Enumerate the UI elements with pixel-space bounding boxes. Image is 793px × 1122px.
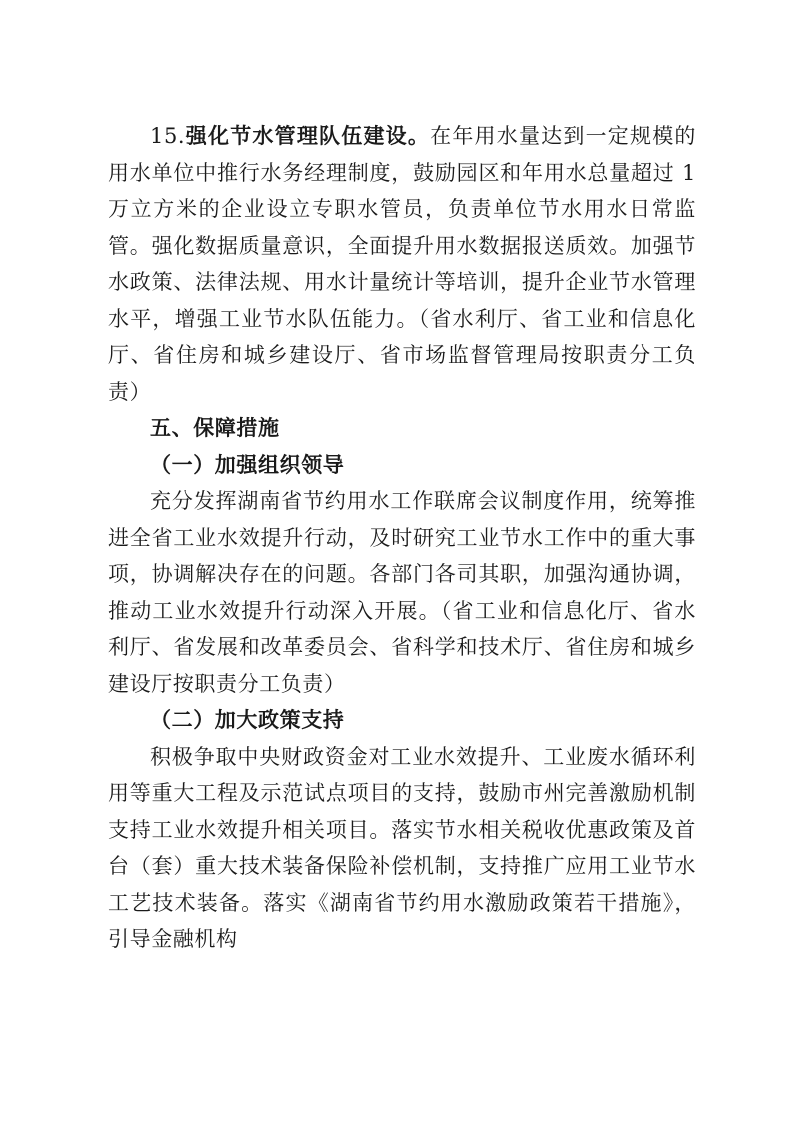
section-5-heading: 五、保障措施 [150, 415, 280, 440]
subsection-2-heading: （二）加大政策支持 [150, 707, 345, 732]
section-15-body: 在年用水量达到一定规模的用水单位中推行水务经理制度，鼓励园区和年用水总量超过 1 万立方米的企业设立专职水管员，负责单位节水用水日常监管。强化数据质量意识，全面提升用水数据报送质效。加强节水政策、法律法规、用水计量统计等培训，提升企业节水管理水平，增强工业节水队伍能力。（省水利厅、省工业和信息化厅、省住房和城乡建设厅、省市场监督管理局按职责分工负责） [108, 124, 696, 404]
document-body [108, 118, 696, 958]
paragraph-section-15 [108, 118, 696, 410]
subsection-1-heading: （一）加强组织领导 [150, 451, 345, 477]
subsection-1-body: 充分发挥湖南省节约用水工作联席会议制度作用，统筹推进全省工业水效提升行动，及时研究工业节水工作中的重大事项，协调解决存在的问题。各部门各司其职，加强沟通协调，推动工业水效提升行动深入开展。（省工业和信息化厅、省水利厅、省发展和改革委员会、省科学和技术厅、省住房和城乡建设厅按职责分工负责） [108, 489, 696, 696]
subsection-2-body: 积极争取中央财政资金对工业水效提升、工业废水循环利用等重大工程及示范试点项目的支持，鼓励市州完善激励机制支持工业水效提升相关项目。落实节水相关税收优惠政策及首台（套）重大技术装备保险补偿机制，支持推广应用工业节水工艺技术装备。落实《湖南省节约用水激励政策若干措施》，引导金融机构 [108, 744, 696, 951]
section-15-lead: 强化节水管理队伍建设。 [185, 123, 431, 148]
section-15-number: 15. [150, 124, 186, 148]
